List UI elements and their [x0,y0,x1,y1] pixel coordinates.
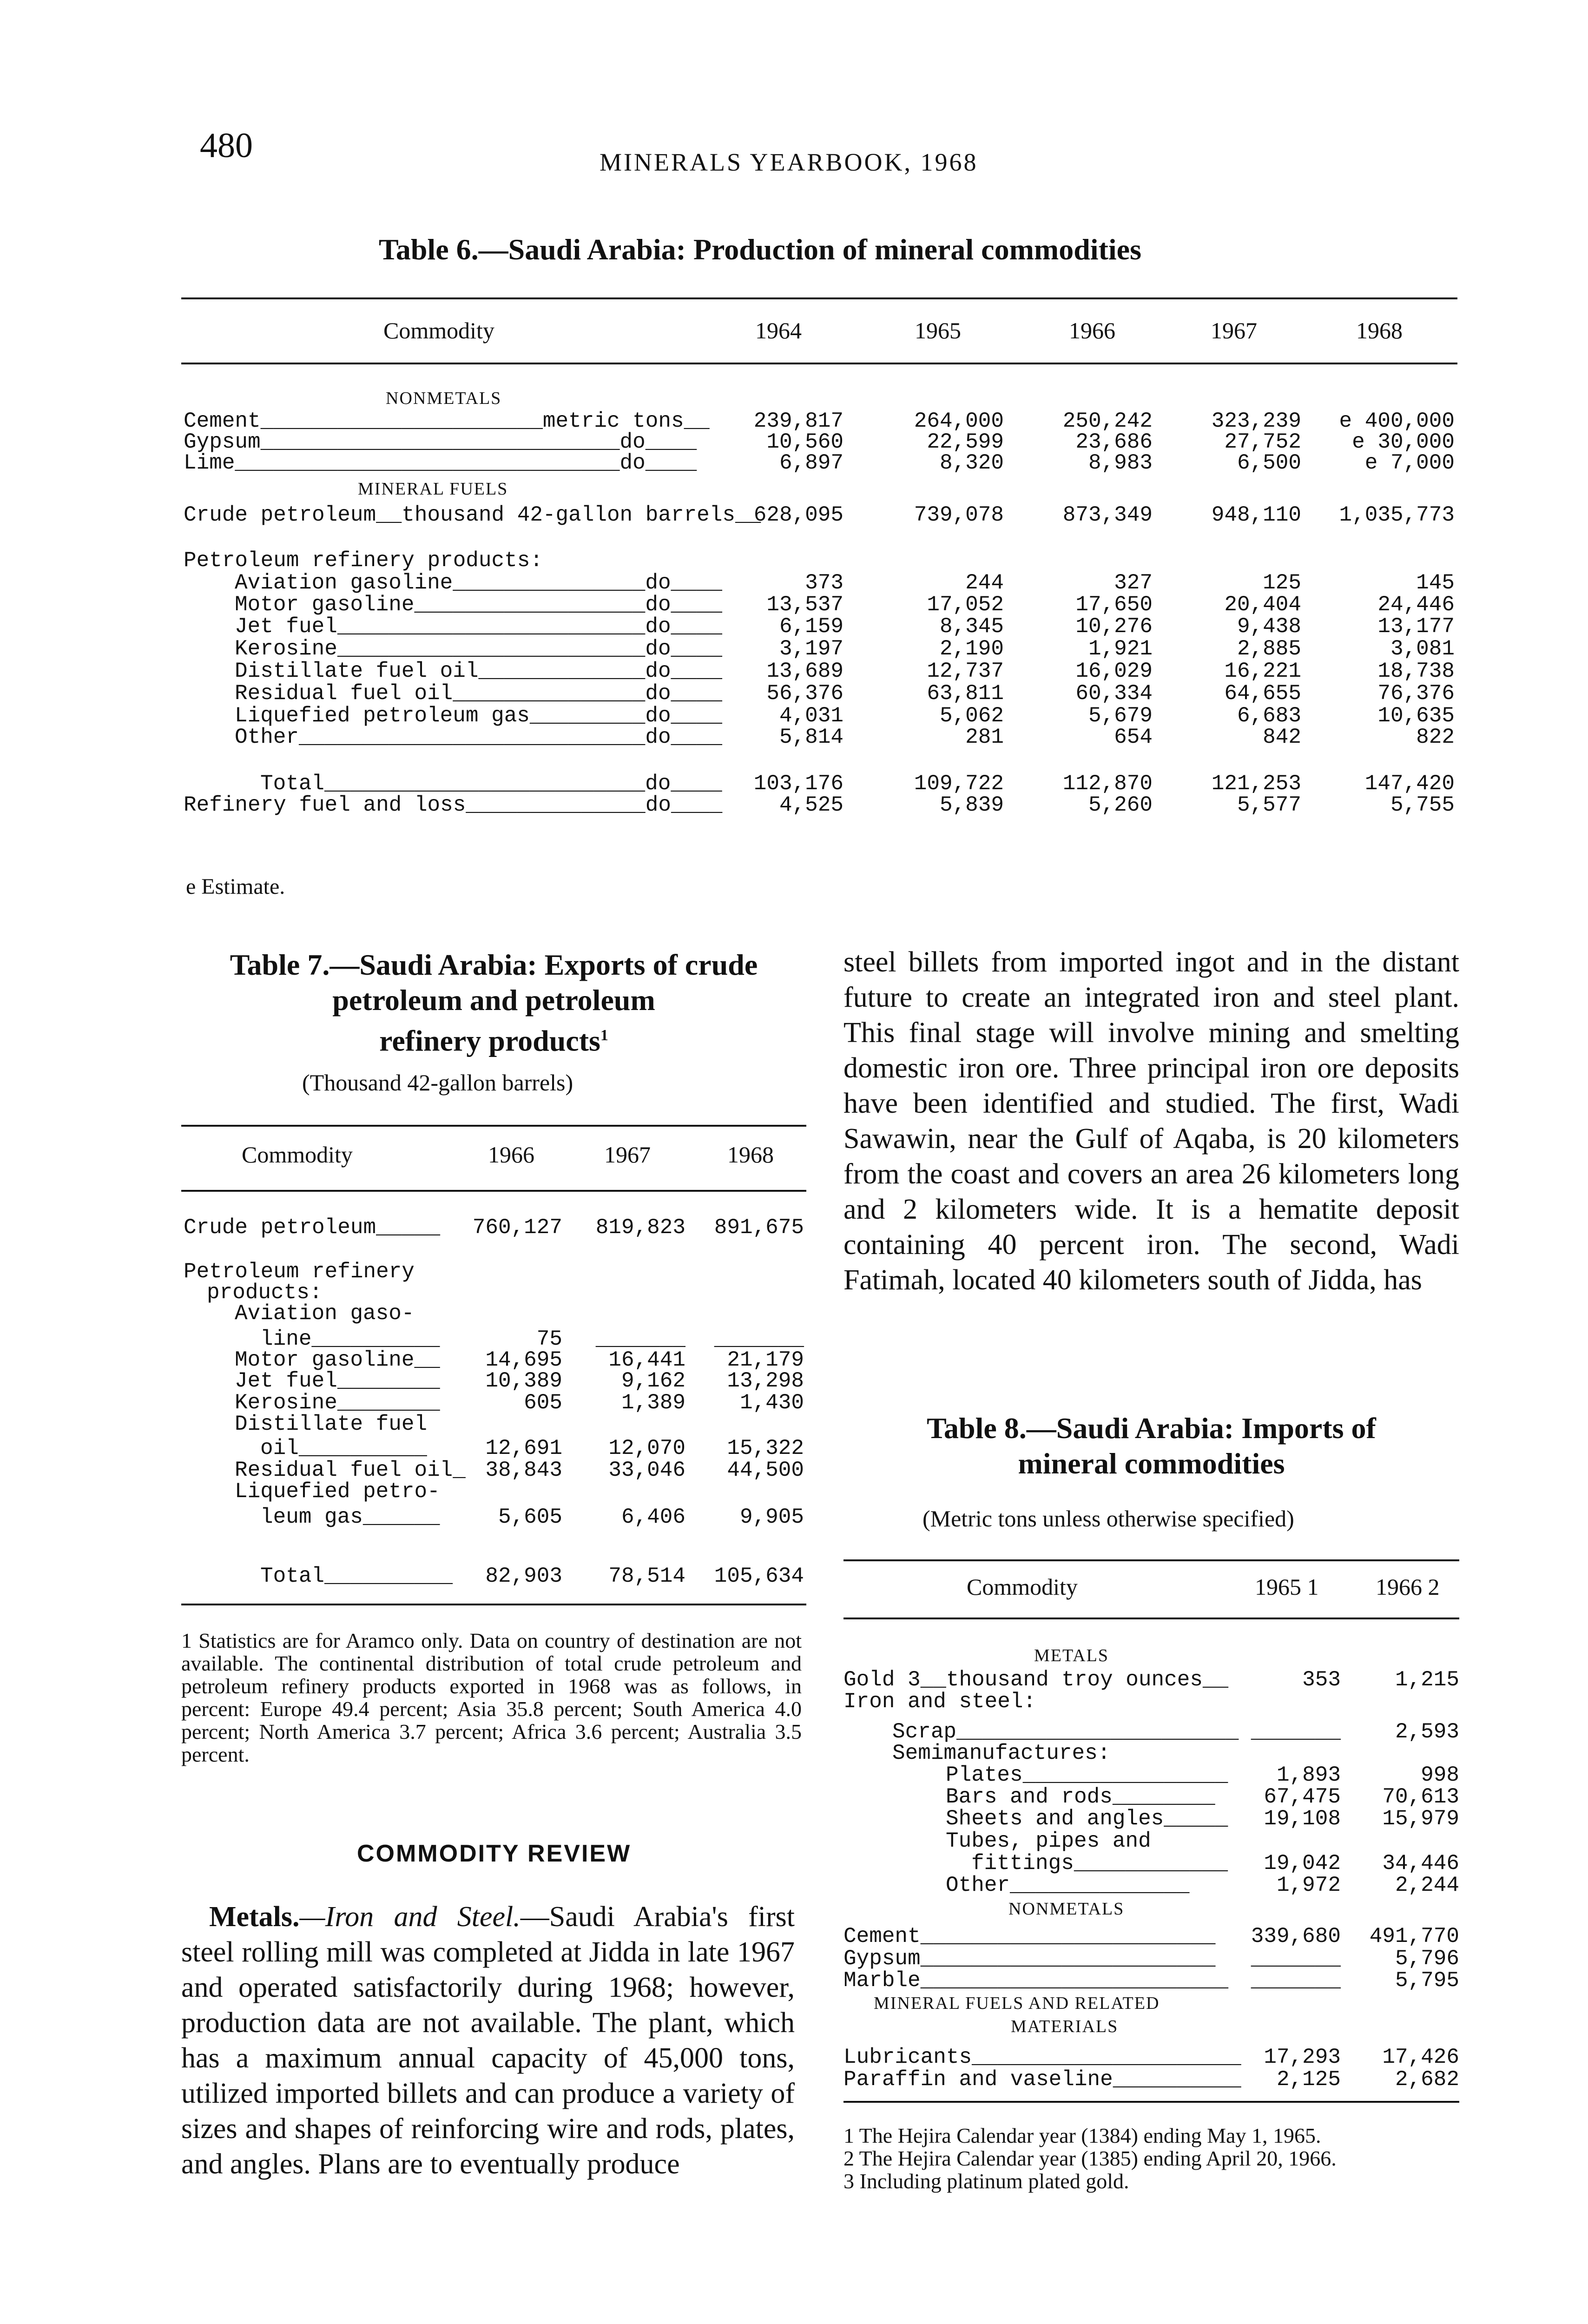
review-text: —Saudi Arabia's first steel rolling mill was completed at Jidda in late 1967 and operated satisfactorily during 1968; however, production data are not available. The plant, which has a maximum annual capacity of 45,000 tons, utilized imported billets and can produce a variety of sizes and shapes of reinforcing wire and rods, plates, and angles. Plans are to eventually produce [181,1901,795,2180]
t6-cell: 22,599 [927,430,1004,454]
t6-cell: 373 [805,571,843,595]
t6-cell: 10,560 [766,430,843,454]
t6-cell: 822 [1416,725,1455,749]
t7-cell: 819,823 [595,1215,685,1240]
t6-row-label: Total_________________________do____ [260,772,722,796]
t7-cell: 14,695 [485,1348,562,1372]
t8-cell: _______ [1251,1720,1341,1744]
t6-cell: 76,376 [1377,681,1455,706]
t7-cell: 1,430 [739,1391,804,1415]
table8-footnote: 1 The Hejira Calendar year (1384) ending May 1, 1965. [843,2124,1321,2147]
t7-row-label: oil__________ [260,1436,427,1460]
table8-bottom-rule [843,2101,1459,2103]
t6-cell: 1,921 [1088,637,1153,661]
table7-col-commodity: Commodity [242,1142,353,1168]
table7-caption-line: petroleum and petroleum [332,984,655,1017]
t6-cell: 18,738 [1377,659,1455,683]
t8-cell: 1,215 [1395,1668,1459,1692]
table6-top-rule [181,297,1457,299]
t6-cell: 27,752 [1224,430,1301,454]
t6-row-label: Motor gasoline__________________do____ [235,593,722,617]
t6-cell: 628,095 [753,503,843,527]
t6-cell: 842 [1263,725,1301,749]
table6-footnote: e Estimate. [186,874,285,899]
t8-cell: _______ [1251,1968,1341,1993]
table6-col-year: 1968 [1356,317,1403,343]
t8-row-label: Paraffin and vaseline__________ [843,2067,1241,2092]
t6-cell: 8,320 [939,451,1004,475]
t7-cell: 78,514 [608,1564,685,1588]
t6-cell: 2,885 [1237,637,1301,661]
t6-cell: 3,081 [1390,637,1455,661]
t8-cell: 2,244 [1395,1873,1459,1897]
t6-cell: 264,000 [914,409,1004,433]
t8-row-label: Semimanufactures: [892,1741,1111,1765]
t7-row-label: leum gas______ [260,1505,440,1529]
t6-cell: e 7,000 [1364,451,1455,475]
table8-footnotes [843,2124,1457,2192]
t6-cell: 1,035,773 [1339,503,1455,527]
t8-cell: 2,593 [1395,1720,1459,1744]
t7-cell: 16,441 [608,1348,685,1372]
t6-cell: 17,650 [1075,593,1153,617]
t8-cell: 17,426 [1382,2045,1459,2069]
t8-row-label: Marble________________________ [843,1968,1229,1993]
t7-cell: 9,905 [739,1505,804,1529]
table7-caption-text: refinery products [379,1024,600,1057]
t8-cell: 2,682 [1395,2067,1459,2092]
t7-row-label: Liquefied petro- [235,1479,440,1504]
t6-cell: e 30,000 [1352,430,1455,454]
t7-cell: 760,127 [472,1215,562,1240]
table7-unit: (Thousand 42-gallon barrels) [302,1070,573,1096]
t6-cell: 125 [1263,571,1301,595]
review-lead-bold: Metals. [209,1901,300,1933]
t7-cell: _______ [714,1327,804,1351]
t7-row-label: Total__________ [260,1564,453,1588]
t8-cell: 15,979 [1382,1807,1459,1831]
t6-cell: 5,679 [1088,704,1153,728]
t7-row-label: Residual fuel oil_ [235,1458,466,1482]
table7-col-year: 1966 [488,1142,534,1168]
t6-cell: 13,689 [766,659,843,683]
t6-cell: 281 [965,725,1004,749]
t6-cell: 5,260 [1088,793,1153,817]
t8-cell: 339,680 [1251,1924,1341,1948]
t8-row-label: Other______________ [946,1873,1190,1897]
table8-top-rule [843,1559,1459,1561]
t6-cell: 10,276 [1075,614,1153,639]
t7-cell: 12,070 [608,1436,685,1460]
t6-row-label: Kerosine________________________do____ [235,637,722,661]
t7-cell: 105,634 [714,1564,804,1588]
t6-cell: 5,755 [1390,793,1455,817]
t6-row-label: Gypsum____________________________do____ [184,430,697,454]
t6-cell: 24,446 [1377,593,1455,617]
t6-cell: 4,031 [779,704,843,728]
t6-cell: 16,029 [1075,659,1153,683]
table8-section-metals: METALS [1034,1646,1109,1665]
t8-cell: 2,125 [1276,2067,1341,2092]
table6-col-year: 1967 [1211,317,1257,343]
table6-col-year: 1964 [755,317,802,343]
t6-row-label: Other___________________________do____ [235,725,722,749]
page-number: 480 [200,126,253,165]
t8-cell: 998 [1421,1763,1459,1787]
t8-cell: 5,795 [1395,1968,1459,1993]
table8-col-commodity: Commodity [967,1574,1078,1600]
t6-cell: 6,897 [779,451,843,475]
t8-row-label: Cement_______________________ [843,1924,1216,1948]
t6-row-label: Crude petroleum__thousand 42-gallon barrels__ [184,503,761,527]
table7-caption-footnote-mark: 1 [600,1027,608,1044]
t6-row-label: Residual fuel oil_______________do____ [235,681,722,706]
table7-caption-line: Table 7.—Saudi Arabia: Exports of crude [230,948,758,981]
t8-cell: 1,893 [1276,1763,1341,1787]
t6-cell: 3,197 [779,637,843,661]
running-title: MINERALS YEARBOOK, 1968 [600,148,978,176]
t6-cell: 323,239 [1211,409,1301,433]
t6-cell: 5,577 [1237,793,1301,817]
t7-row-label: Aviation gaso- [235,1301,415,1326]
table8-col-year: 1966 2 [1376,1574,1440,1600]
table7-footnote: 1 Statistics are for Aramco only. Data on country of destination are not available. The continental distribution of total crude petroleum and petroleum refinery products exported in 1968 was as follows, in percent: Europe 49.4 percent; Asia 35.8 percent; South America 4.0 percent; North America 3.7 percent; Africa 3.6 percent; Australia 3.5 percent. [181,1629,802,1766]
t8-cell: 19,108 [1264,1807,1341,1831]
t6-row-label: Liquefied petroleum gas_________do____ [235,704,722,728]
t6-cell: 250,242 [1062,409,1153,433]
table8-section-fuels: MINERAL FUELS AND RELATED [874,1994,1160,2013]
t8-row-label: Sheets and angles_____ [946,1807,1228,1831]
t7-cell: _______ [595,1327,685,1351]
t8-row-label: fittings____________ [971,1851,1228,1875]
t7-cell: 891,675 [714,1215,804,1240]
table6-header-rule [181,363,1457,364]
t7-row-label: Crude petroleum_____ [184,1215,441,1240]
table7-top-rule [181,1125,806,1127]
table8-caption [843,1411,1459,1481]
t7-cell: 13,298 [727,1369,804,1393]
t6-cell: 16,221 [1224,659,1301,683]
t6-cell: 239,817 [753,409,843,433]
t6-cell: 2,190 [939,637,1004,661]
t8-cell: 1,972 [1276,1873,1341,1897]
t6-row-label: Jet fuel________________________do____ [235,614,722,639]
t7-row-label: products: [207,1281,323,1305]
t6-row-label: Petroleum refinery products: [184,548,543,573]
t7-row-label: Jet fuel________ [235,1369,440,1393]
review-paragraph-2: steel billets from imported ingot and in the distant future to create an integrated iron and steel plant. This final stage will involve mining and smelting domestic iron ore. Three principal iron ore deposits have been identified and studied. The first, Wadi Sawawin, near the Gulf of Aqaba, is 20 kilometers from the coast and covers an area 26 kilometers long and 2 kilometers wide. It is a hematite deposit containing 40 percent iron. The second, Wadi Fatimah, located 40 kilometers south of Jidda, has [843,946,1459,1296]
table7-caption-line-3 [181,1018,806,1058]
t8-cell: 19,042 [1264,1851,1341,1875]
t8-row-label: Scrap______________________ [892,1720,1239,1744]
t7-row-label: Distillate fuel [235,1412,428,1436]
t6-cell: 56,376 [766,681,843,706]
t6-row-label: Refinery fuel and loss______________do____ [184,793,723,817]
t7-row-label: Motor gasoline__ [235,1348,440,1372]
table8-footnote: 3 Including platinum plated gold. [843,2169,1129,2193]
t8-cell: _______ [1251,1947,1341,1971]
t6-cell: 121,253 [1211,772,1301,796]
t6-cell: 948,110 [1211,503,1301,527]
table6-section-fuels: MINERAL FUELS [358,479,508,499]
table8-caption-line: mineral commodities [1018,1447,1285,1480]
t7-row-label: Petroleum refinery [184,1260,415,1284]
review-paragraph-1 [181,1899,795,2182]
t7-cell: 5,605 [498,1505,562,1529]
table8-section-fuels: MATERIALS [1011,2017,1119,2036]
t8-cell: 5,796 [1395,1947,1459,1971]
t6-cell: 145 [1416,571,1455,595]
t6-cell: 13,177 [1377,614,1455,639]
t7-cell: 9,162 [621,1369,685,1393]
t7-cell: 12,691 [485,1436,562,1460]
t8-cell: 67,475 [1264,1785,1341,1809]
t6-row-label: Distillate fuel oil_____________do____ [235,659,722,683]
table8-footnote: 2 The Hejira Calendar year (1385) ending April 20, 1966. [843,2146,1337,2170]
table7-col-year: 1968 [727,1142,774,1168]
t6-cell: 5,062 [939,704,1004,728]
t7-row-label: line__________ [260,1327,440,1351]
t6-row-label: Lime______________________________do____ [184,451,697,475]
table6-col-commodity: Commodity [383,317,494,343]
t6-cell: 6,159 [779,614,843,639]
t6-cell: 739,078 [914,503,1004,527]
review-lead-italic: —Iron and Steel. [299,1901,521,1933]
t6-cell: 5,814 [779,725,843,749]
t8-row-label: Plates________________ [946,1763,1228,1787]
t7-cell: 44,500 [727,1458,804,1482]
table8-col-year: 1965 1 [1255,1574,1319,1600]
t6-cell: 8,983 [1088,451,1153,475]
t7-cell: 10,389 [485,1369,562,1393]
t7-cell: 38,843 [485,1458,562,1482]
t6-cell: 12,737 [927,659,1004,683]
t6-cell: 10,635 [1377,704,1455,728]
table8-header-rule [843,1618,1459,1619]
t6-cell: e 400,000 [1339,409,1455,433]
table6-caption: Table 6.—Saudi Arabia: Production of mineral commodities [379,233,1141,266]
t8-row-label: Iron and steel: [843,1690,1036,1714]
t6-cell: 112,870 [1062,772,1153,796]
t8-cell: 34,446 [1382,1851,1459,1875]
t6-cell: 327 [1114,571,1153,595]
t8-cell: 17,293 [1264,2045,1341,2069]
t6-cell: 103,176 [753,772,843,796]
t6-cell: 23,686 [1075,430,1153,454]
table7-bottom-rule [181,1604,806,1605]
t7-cell: 605 [524,1391,562,1415]
t6-row-label: Aviation gasoline_______________do____ [235,571,722,595]
t7-cell: 6,406 [621,1505,685,1529]
t6-cell: 6,683 [1237,704,1301,728]
section-heading: COMMODITY REVIEW [357,1840,632,1867]
t6-cell: 873,349 [1062,503,1153,527]
t8-row-label: Gold 3__thousand troy ounces__ [843,1668,1229,1692]
t6-cell: 13,537 [766,593,843,617]
table7-col-year: 1967 [604,1142,651,1168]
table6-col-year: 1965 [915,317,961,343]
table7-caption [181,947,806,1058]
t7-cell: 21,179 [727,1348,804,1372]
table7-header-rule [181,1190,806,1192]
table8-unit: (Metric tons unless otherwise specified) [922,1505,1294,1532]
t6-cell: 109,722 [914,772,1004,796]
t7-cell: 33,046 [608,1458,685,1482]
t6-cell: 9,438 [1237,614,1301,639]
table8-section-nonmetals: NONMETALS [1008,1899,1125,1919]
t6-row-label: Cement______________________metric tons__ [184,409,710,433]
t6-cell: 20,404 [1224,593,1301,617]
table6-section-nonmetals: NONMETALS [386,389,502,408]
t6-cell: 6,500 [1237,451,1301,475]
t8-cell: 353 [1302,1668,1341,1692]
t6-cell: 64,655 [1224,681,1301,706]
t6-cell: 4,525 [779,793,843,817]
t7-cell: 82,903 [485,1564,562,1588]
t6-cell: 63,811 [927,681,1004,706]
t6-cell: 17,052 [927,593,1004,617]
t8-row-label: Gypsum_______________________ [843,1947,1216,1971]
t6-cell: 654 [1114,725,1153,749]
t8-row-label: Tubes, pipes and [946,1829,1151,1853]
t6-cell: 8,345 [939,614,1004,639]
t6-cell: 147,420 [1364,772,1455,796]
t8-row-label: Bars and rods________ [946,1785,1215,1809]
t7-cell: 1,389 [621,1391,685,1415]
t7-cell: 75 [536,1327,562,1351]
t7-row-label: Kerosine________ [235,1391,440,1415]
t8-cell: 70,613 [1382,1785,1459,1809]
t6-cell: 60,334 [1075,681,1153,706]
t6-cell: 244 [965,571,1004,595]
t8-cell: 491,770 [1369,1924,1459,1948]
t7-cell: 15,322 [727,1436,804,1460]
t8-row-label: Lubricants_____________________ [843,2045,1241,2069]
table6-col-year: 1966 [1069,317,1115,343]
table8-caption-line: Table 8.—Saudi Arabia: Imports of [927,1412,1376,1445]
t6-cell: 5,839 [939,793,1004,817]
